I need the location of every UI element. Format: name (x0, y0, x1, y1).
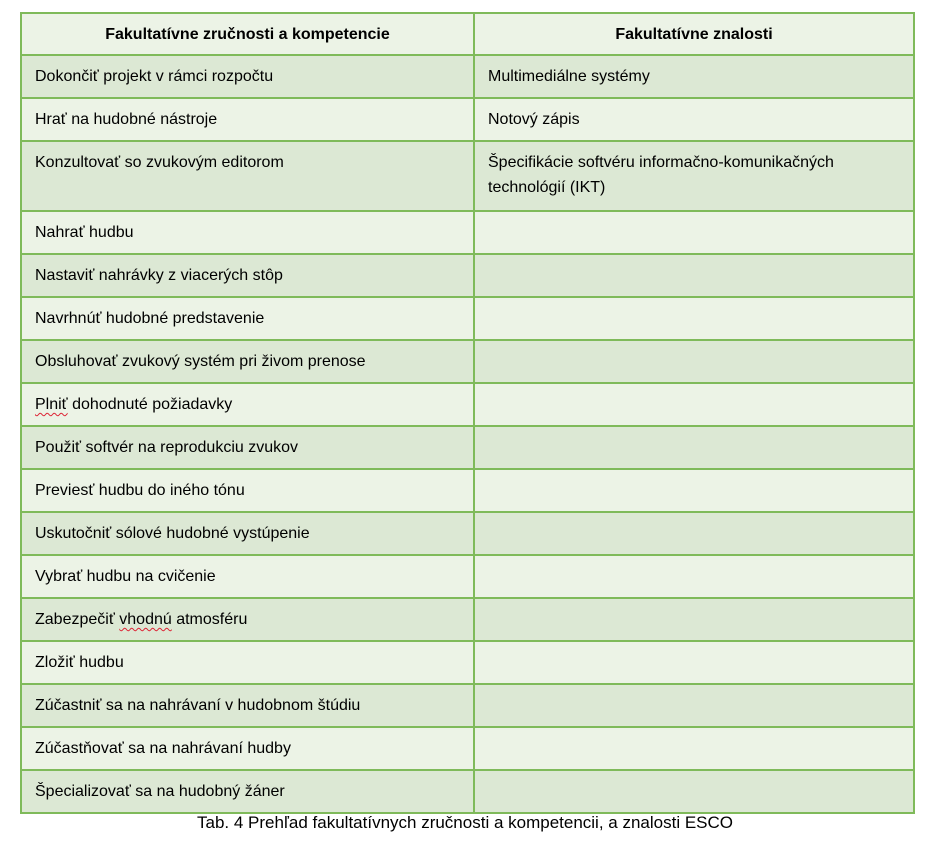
table-row (21, 383, 914, 426)
spellcheck-word: Plniť (35, 396, 68, 413)
skill-cell: Dokončiť projekt v rámci rozpočtu (21, 55, 474, 98)
skill-text: dohodnuté požiadavky (67, 396, 233, 413)
skill-cell: Zúčastňovať sa na nahrávaní hudby (21, 727, 474, 770)
table-row (21, 426, 914, 469)
header-skills: Fakultatívne zručnosti a kompetencie (21, 13, 474, 55)
skill-cell: Nahrať hudbu (21, 211, 474, 254)
knowledge-cell (474, 340, 914, 383)
knowledge-cell (474, 383, 914, 426)
knowledge-cell (474, 684, 914, 727)
table-row (21, 555, 914, 598)
table-row (21, 340, 914, 383)
skill-cell: Zložiť hudbu (21, 641, 474, 684)
knowledge-cell (474, 512, 914, 555)
knowledge-cell (474, 770, 914, 813)
skill-cell: Vybrať hudbu na cvičenie (21, 555, 474, 598)
skill-cell: Zúčastniť sa na nahrávaní v hudobnom štúdiu (21, 684, 474, 727)
table-row (21, 141, 914, 211)
table-row (21, 211, 914, 254)
skill-cell: Navrhnúť hudobné predstavenie (21, 297, 474, 340)
skill-cell (21, 598, 474, 641)
table-row (21, 770, 914, 813)
skill-cell: Nastaviť nahrávky z viacerých stôp (21, 254, 474, 297)
table-row (21, 55, 914, 98)
skill-cell: Hrať na hudobné nástroje (21, 98, 474, 141)
knowledge-cell (474, 469, 914, 512)
knowledge-cell (474, 727, 914, 770)
esco-table (20, 12, 915, 814)
knowledge-cell: Multimediálne systémy (474, 55, 914, 98)
table-row (21, 641, 914, 684)
skill-cell: Obsluhovať zvukový systém pri živom prenose (21, 340, 474, 383)
esco-table-container (20, 12, 913, 814)
table-caption: Tab. 4 Prehľad fakultatívnych zručnosti a kompetencii, a znalosti ESCO (197, 813, 733, 832)
table-row (21, 254, 914, 297)
skill-cell: Špecializovať sa na hudobný žáner (21, 770, 474, 813)
skill-cell (21, 383, 474, 426)
header-knowledge: Fakultatívne znalosti (474, 13, 914, 55)
spellcheck-word: vhodnú (119, 611, 172, 628)
skill-cell: Uskutočniť sólové hudobné vystúpenie (21, 512, 474, 555)
skill-cell: Použiť softvér na reprodukciu zvukov (21, 426, 474, 469)
table-row (21, 297, 914, 340)
knowledge-cell (474, 297, 914, 340)
table-header-row (21, 13, 914, 55)
skill-cell: Previesť hudbu do iného tónu (21, 469, 474, 512)
table-row (21, 98, 914, 141)
knowledge-cell: Notový zápis (474, 98, 914, 141)
table-row (21, 598, 914, 641)
knowledge-cell (474, 641, 914, 684)
table-row (21, 684, 914, 727)
knowledge-cell (474, 598, 914, 641)
table-row (21, 469, 914, 512)
knowledge-cell (474, 555, 914, 598)
knowledge-cell (474, 211, 914, 254)
table-row (21, 727, 914, 770)
knowledge-cell (474, 426, 914, 469)
skill-text: Zabezpečiť (35, 611, 120, 628)
skill-text: atmosféru (171, 611, 248, 628)
knowledge-cell (474, 254, 914, 297)
table-row (21, 512, 914, 555)
skill-cell: Konzultovať so zvukovým editorom (21, 141, 474, 211)
knowledge-cell: Špecifikácie softvéru informačno-komunikačných technológií (IKT) (474, 141, 914, 211)
